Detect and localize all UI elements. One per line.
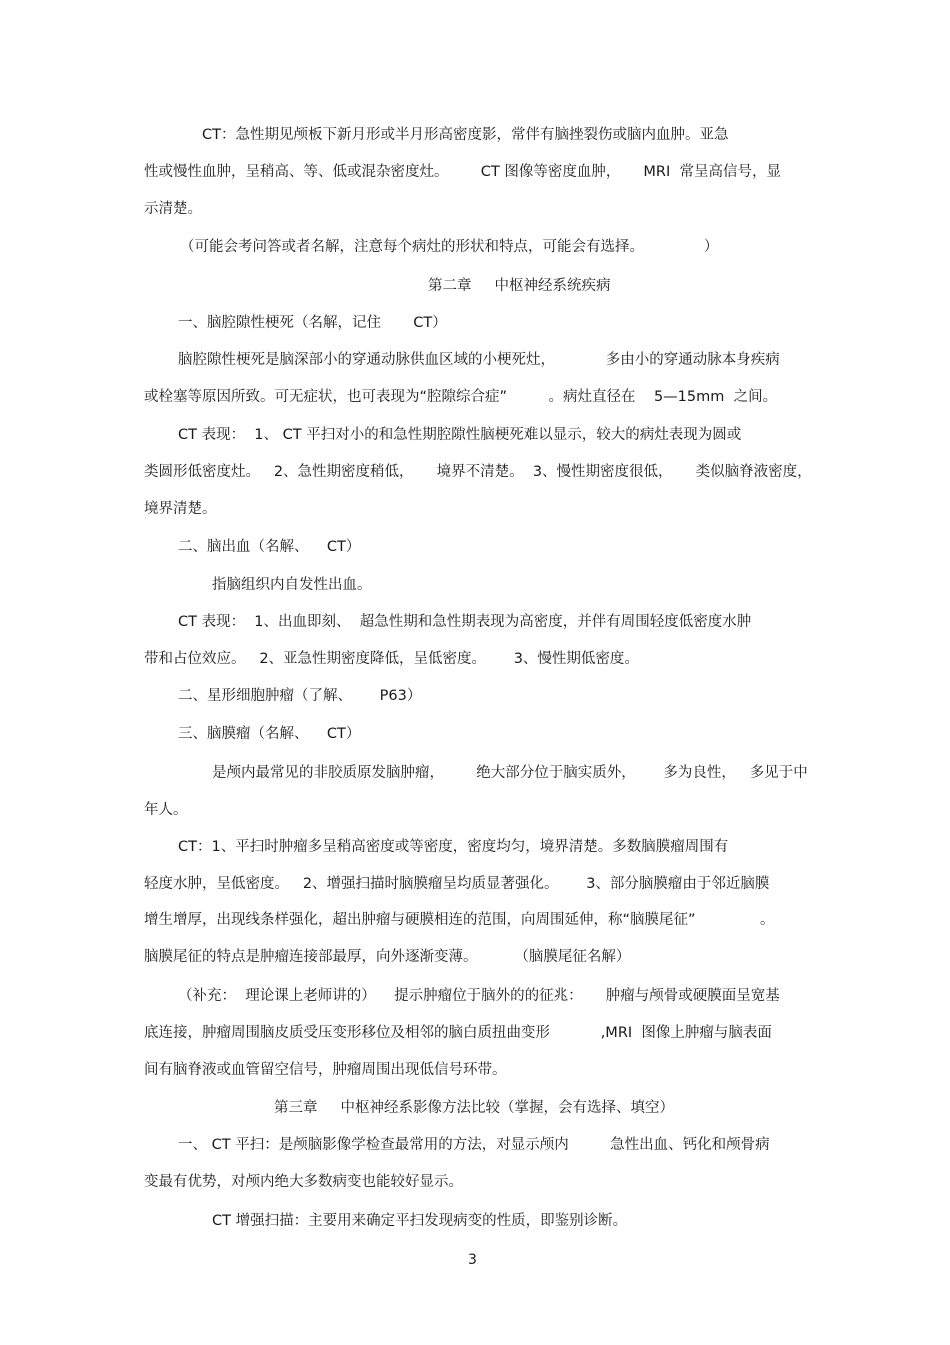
chapter-heading: 第三章 中枢神经系影像方法比较（掌握，会有选择、填空） [274, 1100, 675, 1116]
text-line: 一、 CT 平扫：是颅脑影像学检查最常用的方法，对显示颅内 急性出血、钙化和颅骨病 [178, 1137, 770, 1153]
text-line: 是颅内最常见的非胶质原发脑肿瘤， 绝大部分位于脑实质外， 多为良性， 多见于中 [212, 765, 808, 781]
text-line: 示清楚。 [144, 201, 202, 217]
text-line: （补充： 理论课上老师讲的） 提示肿瘤位于脑外的的征兆： 肿瘤与颅骨或硬膜面呈宽基 [178, 988, 780, 1004]
text-line: 年人。 [144, 802, 188, 818]
section-heading: 一、脑腔隙性梗死（名解，记住 CT） [178, 315, 447, 331]
text-line: 或栓塞等原因所致。可无症状，也可表现为“腔隙综合症” 。病灶直径在 5—15mm 之间。 [144, 389, 778, 405]
text-line: （可能会考问答或者名解，注意每个病灶的形状和特点，可能会有选择。 ） [180, 239, 719, 255]
text-line: 间有脑脊液或血管留空信号，肿瘤周围出现低信号环带。 [144, 1062, 507, 1078]
text-line: 类圆形低密度灶。 2、急性期密度稍低， 境界不清楚。 3、慢性期密度很低， 类似脑脊液密度， [144, 464, 812, 480]
text-line: 轻度水肿，呈低密度。 2、增强扫描时脑膜瘤呈均质显著强化。 3、部分脑膜瘤由于邻近脑膜 [144, 876, 770, 892]
text-line: 变最有优势，对颅内绝大多数病变也能较好显示。 [144, 1174, 463, 1190]
text-line: 脑膜尾征的特点是肿瘤连接部最厚，向外逐渐变薄。 （脑膜尾征名解） [144, 949, 631, 965]
text-line: 增生增厚，出现线条样强化，超出肿瘤与硬膜相连的范围，向周围延伸，称“脑膜尾征” 。 [144, 912, 775, 928]
text-line: 脑腔隙性梗死是脑深部小的穿通动脉供血区域的小梗死灶， 多由小的穿通动脉本身疾病 [178, 352, 780, 368]
chapter-heading: 第二章 中枢神经系统疾病 [428, 278, 611, 294]
text-line: CT：1、平扫时肿瘤多呈稍高密度或等密度，密度均匀，境界清楚。多数脑膜瘤周围有 [178, 839, 729, 855]
section-heading: 二、脑出血（名解、 CT） [178, 539, 361, 555]
text-line: 底连接，肿瘤周围脑皮质受压变形移位及相邻的脑白质扭曲变形 ,MRI 图像上肿瘤与脑表面 [144, 1025, 772, 1041]
text-line: 性或慢性血肿，呈稍高、等、低或混杂密度灶。 CT 图像等密度血肿， MRI 常呈高信号，显 [144, 164, 781, 180]
page-number: 3 [468, 1252, 477, 1268]
text-line: 指脑组织内自发性出血。 [212, 577, 372, 593]
text-line: 带和占位效应。 2、亚急性期密度降低，呈低密度。 3、慢性期低密度。 [144, 651, 639, 667]
section-heading: 二、星形细胞肿瘤（了解、 P63） [178, 688, 422, 704]
section-heading: 三、脑膜瘤（名解、 CT） [178, 726, 361, 742]
text-line: 境界清楚。 [144, 501, 217, 517]
text-line: CT 表现： 1、 CT 平扫对小的和急性期腔隙性脑梗死难以显示，较大的病灶表现为圆或 [178, 427, 742, 443]
text-line: CT 增强扫描：主要用来确定平扫发现病变的性质，即鉴别诊断。 [212, 1213, 628, 1229]
text-line: CT 表现： 1、出血即刻、 超急性期和急性期表现为高密度，并伴有周围轻度低密度水肿 [178, 614, 752, 630]
text-line: CT：急性期见颅板下新月形或半月形高密度影，常伴有脑挫裂伤或脑内血肿。亚急 [202, 127, 729, 143]
